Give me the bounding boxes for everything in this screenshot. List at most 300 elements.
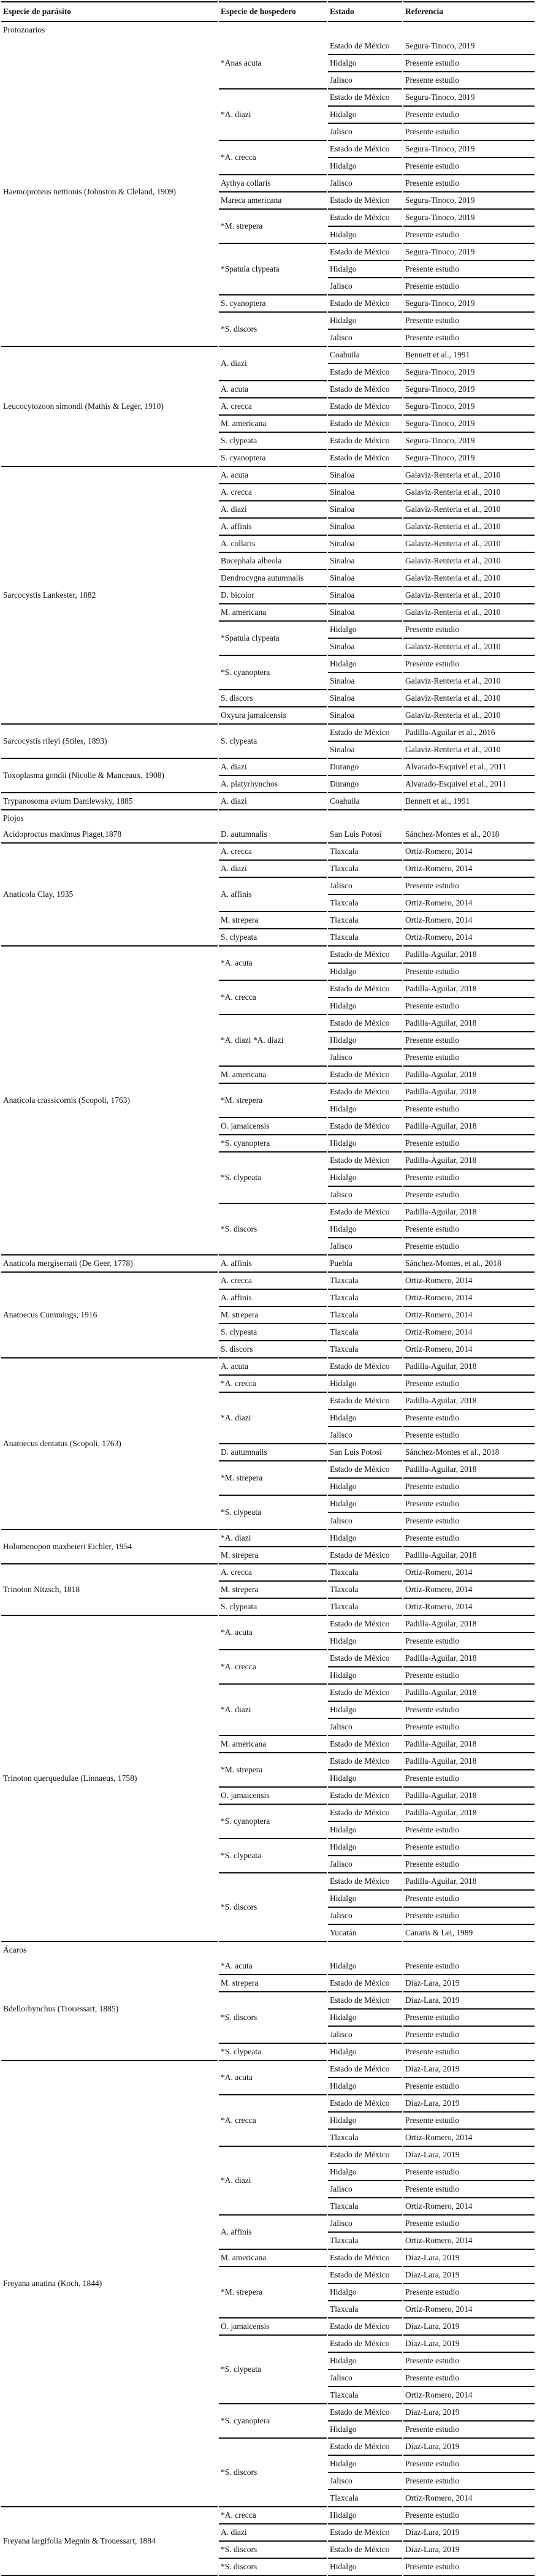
reference: Presente estudio: [403, 2113, 535, 2130]
state: Estado de México: [328, 1067, 402, 1084]
reference: Presente estudio: [403, 2010, 535, 2027]
state: Tlaxcala: [328, 1290, 402, 1307]
state: Estado de México: [328, 450, 402, 467]
reference: Padilla-Aguilar, 2018: [403, 1736, 535, 1753]
reference: Presente estudio: [403, 998, 535, 1015]
state: Hidalgo: [328, 313, 402, 330]
state: Hidalgo: [328, 1479, 402, 1496]
reference: Padilla-Aguilar, 2018: [403, 1461, 535, 1479]
state: Tlaxcala: [328, 1324, 402, 1341]
reference: Presente estudio: [403, 1238, 535, 1256]
reference: Presente estudio: [403, 2044, 535, 2061]
state: Hidalgo: [328, 2078, 402, 2095]
host-species: S. discors: [219, 690, 327, 707]
reference: Díaz-Lara, 2019: [403, 2147, 535, 2164]
state: Jalisco: [328, 1856, 402, 1873]
state: Tlaxcala: [328, 2387, 402, 2404]
reference: Presente estudio: [403, 2559, 535, 2576]
state: Hidalgo: [328, 2507, 402, 2525]
reference: Galaviz-Renteria et al., 2010: [403, 707, 535, 725]
table-body: [1, 22, 535, 2576]
host-species: M. strepera: [219, 1975, 327, 1992]
reference: Ortiz-Romero, 2014: [403, 1324, 535, 1341]
state: Jalisco: [328, 1513, 402, 1530]
host-species: O. jamaicensis: [219, 1788, 327, 1805]
reference: Ortiz-Romero, 2014: [403, 1599, 535, 1616]
reference: Segura-Tinoco, 2019: [403, 433, 535, 450]
host-species: S. cyanoptera: [219, 295, 327, 313]
reference: Presente estudio: [403, 2027, 535, 2044]
state: Estado de México: [328, 1393, 402, 1410]
state: Sinaloa: [328, 553, 402, 570]
reference: Padilla-Aguilar, 2018: [403, 1650, 535, 1667]
state: Hidalgo: [328, 1496, 402, 1513]
reference: Ortiz-Romero, 2014: [403, 2387, 535, 2404]
host-species: *Spatula clypeata: [219, 244, 327, 295]
host-species: A. diazi: [219, 501, 327, 519]
state: Hidalgo: [328, 1958, 402, 1975]
host-species: Aythya collaris: [219, 175, 327, 192]
reference: Sánchez-Montes, et al., 2018: [403, 1256, 535, 1273]
state: Hidalgo: [328, 1032, 402, 1050]
parasite-species: Trinoton querquedulae (Linnaeus, 1758): [1, 1616, 218, 1942]
reference: Presente estudio: [403, 1856, 535, 1873]
host-species: Mareca americana: [219, 192, 327, 210]
state: Jalisco: [328, 1427, 402, 1444]
reference: Presente estudio: [403, 1839, 535, 1856]
parasite-species: Sarcocystis Lankester, 1882: [1, 467, 218, 725]
reference: Presente estudio: [403, 55, 535, 72]
state: Estado de México: [328, 2267, 402, 2284]
state: Tlaxcala: [328, 2233, 402, 2250]
table-row: [1, 725, 535, 742]
state: Jalisco: [328, 1719, 402, 1736]
table-row: [1, 1530, 535, 1547]
state: Durango: [328, 759, 402, 776]
reference: Ortiz-Romero, 2014: [403, 912, 535, 929]
reference: Ortiz-Romero, 2014: [403, 1341, 535, 1358]
state: Estado de México: [328, 2319, 402, 2336]
state: Estado de México: [328, 1153, 402, 1170]
reference: Padilla-Aguilar, 2018: [403, 1753, 535, 1770]
reference: Presente estudio: [403, 1221, 535, 1238]
state: Estado de México: [328, 2439, 402, 2456]
host-species: *A. crecca: [219, 2507, 327, 2525]
host-species: *A. acuta: [219, 1616, 327, 1650]
table-row: [1, 947, 535, 964]
host-species: *S. cyanoptera: [219, 1805, 327, 1839]
host-species: *S. discors: [219, 2559, 327, 2576]
parasite-species: Anaticola Clay, 1935: [1, 844, 218, 947]
host-species: *M. strepera: [219, 210, 327, 244]
state: Estado de México: [328, 1461, 402, 1479]
state: Hidalgo: [328, 1170, 402, 1187]
state: Sinaloa: [328, 467, 402, 484]
reference: Presente estudio: [403, 1032, 535, 1050]
header-host-species: Especie de hospedero: [219, 1, 327, 22]
host-species: A. affinis: [219, 2216, 327, 2250]
reference: Presente estudio: [403, 1891, 535, 1908]
state: Estado de México: [328, 725, 402, 742]
state: Sinaloa: [328, 707, 402, 725]
host-species: A. acuta: [219, 467, 327, 484]
reference: Díaz-Lara, 2019: [403, 2439, 535, 2456]
host-species: M. americana: [219, 604, 327, 622]
reference: Díaz-Lara, 2019: [403, 2267, 535, 2284]
reference: Ortiz-Romero, 2014: [403, 1290, 535, 1307]
state: Estado de México: [328, 244, 402, 261]
parasite-species: Sarcocystis rileyi (Stiles, 1893): [1, 725, 218, 759]
state: Jalisco: [328, 1238, 402, 1256]
reference: Díaz-Lara, 2019: [403, 2336, 535, 2353]
table-row: [1, 2061, 535, 2078]
reference: Padilla-Aguilar et al., 2016: [403, 725, 535, 742]
host-species: A. platyrhynchos: [219, 776, 327, 793]
reference: Presente estudio: [403, 1513, 535, 1530]
host-species: *S. discors: [219, 1873, 327, 1942]
reference: Díaz-Lara, 2019: [403, 1992, 535, 2010]
reference: Galaviz-Renteria et al., 2010: [403, 501, 535, 519]
reference: Padilla-Aguilar, 2018: [403, 1153, 535, 1170]
reference: Ortiz-Romero, 2014: [403, 2301, 535, 2319]
parasite-host-table: [0, 1, 536, 2576]
reference: Díaz-Lara, 2019: [403, 2542, 535, 2559]
reference: Segura-Tinoco, 2019: [403, 244, 535, 261]
reference: Segura-Tinoco, 2019: [403, 210, 535, 227]
state: San Luis Potosí: [328, 826, 402, 844]
reference: Presente estudio: [403, 1908, 535, 1925]
reference: Presente estudio: [403, 1496, 535, 1513]
state: Hidalgo: [328, 2353, 402, 2370]
reference: Ortiz-Romero, 2014: [403, 1307, 535, 1324]
state: Estado de México: [328, 416, 402, 433]
host-species: A. crecca: [219, 844, 327, 861]
reference: Ortiz-Romero, 2014: [403, 2198, 535, 2216]
host-species: S. discors: [219, 1341, 327, 1358]
host-species: *A. diazi: [219, 1685, 327, 1736]
reference: Alvarado-Esquivel et al., 2011: [403, 776, 535, 793]
state: Hidalgo: [328, 55, 402, 72]
reference: Segura-Tinoco, 2019: [403, 192, 535, 210]
state: Estado de México: [328, 381, 402, 398]
section-row: [1, 22, 535, 38]
state: Hidalgo: [328, 2284, 402, 2301]
host-species: M. strepera: [219, 912, 327, 929]
header-state: Estado: [328, 1, 402, 22]
state: Estado de México: [328, 981, 402, 998]
reference: Padilla-Aguilar, 2018: [403, 1873, 535, 1891]
parasite-species: Bdellorhynchus (Trouessart, 1885): [1, 1958, 218, 2061]
reference: Padilla-Aguilar, 2018: [403, 1616, 535, 1633]
reference: Presente estudio: [403, 878, 535, 895]
state: Jalisco: [328, 175, 402, 192]
table-row: [1, 759, 535, 776]
state: Coahuila: [328, 793, 402, 810]
parasite-species: Leucocytozoon simondi (Mathis & Leger, 1910): [1, 347, 218, 467]
state: Estado de México: [328, 398, 402, 416]
host-species: *A. diazi: [219, 90, 327, 141]
host-species: *S. discors: [219, 2542, 327, 2559]
reference: Presente estudio: [403, 107, 535, 124]
host-species: *S. discors: [219, 1204, 327, 1256]
reference: Galaviz-Renteria et al., 2010: [403, 536, 535, 553]
parasite-species: Anatoecus dentatus (Scopoli, 1763): [1, 1358, 218, 1530]
host-species: M. strepera: [219, 1582, 327, 1599]
reference: Presente estudio: [403, 2164, 535, 2181]
reference: Díaz-Lara, 2019: [403, 2525, 535, 2542]
reference: Segura-Tinoco, 2019: [403, 295, 535, 313]
state: Hidalgo: [328, 2422, 402, 2439]
reference: Galaviz-Renteria et al., 2010: [403, 484, 535, 501]
reference: Ortiz-Romero, 2014: [403, 1273, 535, 1290]
state: Hidalgo: [328, 261, 402, 278]
state: Jalisco: [328, 1050, 402, 1067]
reference: Presente estudio: [403, 1170, 535, 1187]
reference: Presente estudio: [403, 2422, 535, 2439]
table-row: [1, 826, 535, 844]
reference: Presente estudio: [403, 1427, 535, 1444]
state: Tlaxcala: [328, 2301, 402, 2319]
state: Jalisco: [328, 330, 402, 347]
state: Hidalgo: [328, 1530, 402, 1547]
reference: Padilla-Aguilar, 2018: [403, 1204, 535, 1221]
state: Sinaloa: [328, 536, 402, 553]
state: Hidalgo: [328, 1633, 402, 1650]
reference: Díaz-Lara, 2019: [403, 2319, 535, 2336]
reference: Segura-Tinoco, 2019: [403, 90, 535, 107]
state: Tlaxcala: [328, 2130, 402, 2147]
section-row: [1, 1942, 535, 1958]
state: Sinaloa: [328, 639, 402, 656]
reference: Galaviz-Renteria et al., 2010: [403, 639, 535, 656]
host-species: *A. crecca: [219, 141, 327, 175]
state: Yucatán: [328, 1925, 402, 1942]
reference: Presente estudio: [403, 1770, 535, 1788]
reference: Díaz-Lara, 2019: [403, 2404, 535, 2422]
reference: Presente estudio: [403, 2353, 535, 2370]
parasite-species: Freyana anatina (Koch, 1844): [1, 2061, 218, 2507]
table-row: [1, 793, 535, 810]
reference: Presente estudio: [403, 1822, 535, 1839]
host-species: A. affinis: [219, 878, 327, 912]
host-species: M. strepera: [219, 1547, 327, 1564]
reference: Díaz-Lara, 2019: [403, 2095, 535, 2113]
state: Estado de México: [328, 1736, 402, 1753]
table-row: [1, 347, 535, 364]
state: Tlaxcala: [328, 1273, 402, 1290]
reference: Bennett et al., 1991: [403, 347, 535, 364]
header-row: [1, 1, 535, 22]
reference: Galaviz-Renteria et al., 2010: [403, 742, 535, 759]
host-species: A. crecca: [219, 1564, 327, 1582]
reference: Presente estudio: [403, 622, 535, 639]
state: Jalisco: [328, 2027, 402, 2044]
table-row: [1, 1958, 535, 1975]
host-species: *S. clypeata: [219, 1839, 327, 1873]
state: Hidalgo: [328, 227, 402, 244]
reference: Padilla-Aguilar, 2018: [403, 1015, 535, 1032]
state: Estado de México: [328, 2250, 402, 2267]
reference: Díaz-Lara, 2019: [403, 1975, 535, 1992]
reference: Presente estudio: [403, 1702, 535, 1719]
host-species: M. americana: [219, 1736, 327, 1753]
state: Estado de México: [328, 1015, 402, 1032]
reference: Galaviz-Renteria et al., 2010: [403, 467, 535, 484]
host-species: M. americana: [219, 2250, 327, 2267]
state: Sinaloa: [328, 604, 402, 622]
state: Estado de México: [328, 2404, 402, 2422]
reference: Presente estudio: [403, 1633, 535, 1650]
parasite-species: Holomenopon maxbeieri Eichler, 1954: [1, 1530, 218, 1564]
reference: Padilla-Aguilar, 2018: [403, 1118, 535, 1135]
state: Jalisco: [328, 124, 402, 141]
parasite-species: Haemoproteus nettionis (Johnston & Cleland, 1909): [1, 38, 218, 347]
reference: Ortiz-Romero, 2014: [403, 895, 535, 912]
host-species: A. diazi: [219, 347, 327, 381]
state: Estado de México: [328, 2061, 402, 2078]
host-species: *Anas acuta: [219, 38, 327, 90]
host-species: D. autumnalis: [219, 1444, 327, 1461]
reference: Padilla-Aguilar, 2018: [403, 1805, 535, 1822]
reference: Ortiz-Romero, 2014: [403, 929, 535, 947]
host-species: A. diazi: [219, 793, 327, 810]
host-species: *A. diazi: [219, 1530, 327, 1547]
state: Estado de México: [328, 2336, 402, 2353]
state: Estado de México: [328, 433, 402, 450]
host-species: Dendrocygna autumnalis: [219, 570, 327, 587]
host-species: *A. acuta: [219, 1958, 327, 1975]
state: Estado de México: [328, 1358, 402, 1376]
state: Estado de México: [328, 1975, 402, 1992]
host-species: Bucephala albeola: [219, 553, 327, 570]
host-species: *S. cyanoptera: [219, 1135, 327, 1153]
host-species: Oxyura jamaicensis: [219, 707, 327, 725]
host-species: A. crecca: [219, 398, 327, 416]
host-species: D. autumnalis: [219, 826, 327, 844]
host-species: *M. strepera: [219, 2267, 327, 2319]
state: Estado de México: [328, 90, 402, 107]
state: Hidalgo: [328, 1376, 402, 1393]
host-species: A. collaris: [219, 536, 327, 553]
state: Hidalgo: [328, 1410, 402, 1427]
state: Hidalgo: [328, 1702, 402, 1719]
state: Estado de México: [328, 1873, 402, 1891]
reference: Padilla-Aguilar, 2018: [403, 1547, 535, 1564]
state: Tlaxcala: [328, 844, 402, 861]
reference: Presente estudio: [403, 2473, 535, 2490]
host-species: *S. discors: [219, 2439, 327, 2507]
reference: Galaviz-Renteria et al., 2010: [403, 587, 535, 604]
state: Estado de México: [328, 2542, 402, 2559]
state: Tlaxcala: [328, 2198, 402, 2216]
host-species: S. clypeata: [219, 1324, 327, 1341]
host-species: *A. diazi: [219, 2147, 327, 2216]
host-species: *S. cyanoptera: [219, 2404, 327, 2439]
state: Estado de México: [328, 1650, 402, 1667]
table-row: [1, 1564, 535, 1582]
state: Jalisco: [328, 1908, 402, 1925]
state: Hidalgo: [328, 2010, 402, 2027]
parasite-species: Freyana largifolia Megnin & Trouessart, 1884: [1, 2507, 218, 2576]
reference: Presente estudio: [403, 1719, 535, 1736]
state: Tlaxcala: [328, 2490, 402, 2507]
reference: Presente estudio: [403, 313, 535, 330]
host-species: S. cyanoptera: [219, 450, 327, 467]
reference: Presente estudio: [403, 124, 535, 141]
section-title: Ácaros: [3, 1945, 27, 1954]
table-row: [1, 1256, 535, 1273]
table-row: [1, 1616, 535, 1633]
host-species: *A. crecca: [219, 1376, 327, 1393]
state: Estado de México: [328, 1118, 402, 1135]
state: Hidalgo: [328, 1822, 402, 1839]
state: Jalisco: [328, 1187, 402, 1204]
reference: Ortiz-Romero, 2014: [403, 2130, 535, 2147]
parasite-species: Acidoproctus maximus Piaget,1878: [1, 826, 218, 844]
reference: Padilla-Aguilar, 2018: [403, 1358, 535, 1376]
reference: Presente estudio: [403, 1376, 535, 1393]
host-species: A. affinis: [219, 1256, 327, 1273]
host-species: *S. cyanoptera: [219, 656, 327, 690]
reference: Presente estudio: [403, 158, 535, 175]
host-species: A. acuta: [219, 381, 327, 398]
reference: Galaviz-Renteria et al., 2010: [403, 604, 535, 622]
header-parasite-species: Especie de parásito: [1, 1, 218, 22]
state: Estado de México: [328, 210, 402, 227]
host-species: D. bicolor: [219, 587, 327, 604]
host-species: *A. diazi: [219, 1393, 327, 1444]
state: Hidalgo: [328, 1839, 402, 1856]
host-species: *A. acuta: [219, 2061, 327, 2095]
parasite-species: Anaticola mergiserrati (De Geer, 1778): [1, 1256, 218, 1273]
host-species: S. clypeata: [219, 929, 327, 947]
state: Tlaxcala: [328, 929, 402, 947]
reference: Galaviz-Renteria et al., 2010: [403, 519, 535, 536]
host-species: *A. crecca: [219, 981, 327, 1015]
state: Estado de México: [328, 1788, 402, 1805]
reference: Padilla-Aguilar, 2018: [403, 1084, 535, 1101]
state: Sinaloa: [328, 742, 402, 759]
reference: Ortiz-Romero, 2014: [403, 1582, 535, 1599]
reference: Padilla-Aguilar, 2018: [403, 1393, 535, 1410]
reference: Segura-Tinoco, 2019: [403, 38, 535, 55]
state: Puebla: [328, 1256, 402, 1273]
state: Sinaloa: [328, 519, 402, 536]
table-row: [1, 844, 535, 861]
state: Estado de México: [328, 1805, 402, 1822]
parasite-species: Toxoplasma gondii (Nicolle & Manceaux, 1908): [1, 759, 218, 793]
host-species: *S. discors: [219, 313, 327, 347]
host-species: A. acuta: [219, 1358, 327, 1376]
state: Hidalgo: [328, 656, 402, 673]
reference: Ortiz-Romero, 2014: [403, 861, 535, 878]
state: Jalisco: [328, 2370, 402, 2387]
reference: Padilla-Aguilar, 2018: [403, 1067, 535, 1084]
host-species: *A. crecca: [219, 1650, 327, 1685]
state: Hidalgo: [328, 1770, 402, 1788]
reference: Galaviz-Renteria et al., 2010: [403, 673, 535, 690]
state: Jalisco: [328, 2181, 402, 2198]
state: Sinaloa: [328, 690, 402, 707]
state: Estado de México: [328, 364, 402, 381]
reference: Galaviz-Renteria et al., 2010: [403, 690, 535, 707]
reference: Segura-Tinoco, 2019: [403, 381, 535, 398]
state: Hidalgo: [328, 107, 402, 124]
state: Hidalgo: [328, 1101, 402, 1118]
reference: Presente estudio: [403, 1187, 535, 1204]
state: Jalisco: [328, 72, 402, 90]
state: Tlaxcala: [328, 912, 402, 929]
